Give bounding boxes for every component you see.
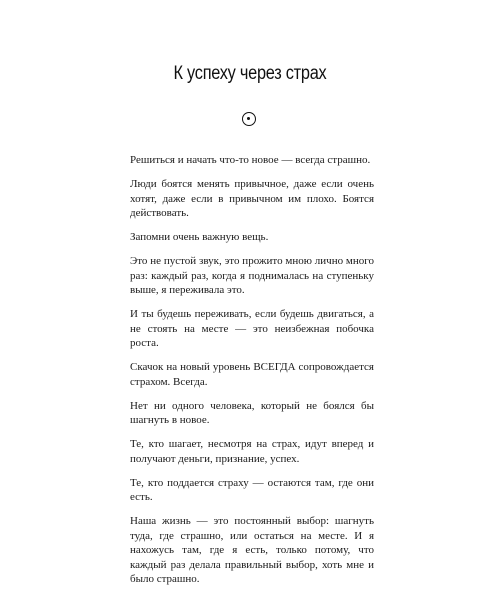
paragraph: Наша жизнь — это постоянный выбор: шагнуть туда, где страшно, или остаться на месте. И я нахожусь там, где я есть, только потому, что каждый раз делала правильный выбор, хоть мне и было страшно. bbox=[130, 515, 374, 585]
paragraph: И ты будешь переживать, если будешь двигаться, а не стоять на месте — это неизбежная побочка роста. bbox=[130, 308, 374, 349]
paragraph: Решиться и начать что-то новое — всегда страшно. bbox=[130, 154, 371, 166]
chapter-title: К успеху через страх bbox=[173, 63, 327, 84]
paragraph: Нет ни одного человека, который не боялся бы шагнуть в новое. bbox=[130, 399, 374, 426]
chapter-body bbox=[130, 153, 374, 596]
paragraph: Это не пустой звук, это прожито мною лично много раз: каждый раз, когда я поднималась на ступеньку выше, я переживала это. bbox=[130, 255, 374, 296]
paragraph: Те, кто поддается страху — остаются там, где они есть. bbox=[130, 476, 374, 503]
paragraph: Скачок на новый уровень ВСЕГДА сопровождается страхом. Всегда. bbox=[130, 361, 374, 388]
paragraph: Те, кто шагает, несмотря на страх, идут вперед и получают деньги, признание, успех. bbox=[130, 438, 374, 465]
circle-dot-ornament-icon bbox=[242, 112, 256, 126]
paragraph: Запомни очень важную вещь. bbox=[130, 231, 269, 243]
paragraph: Люди боятся менять привычное, даже если очень хотят, даже если в привычном им плохо. Боятся действовать. bbox=[130, 178, 374, 219]
